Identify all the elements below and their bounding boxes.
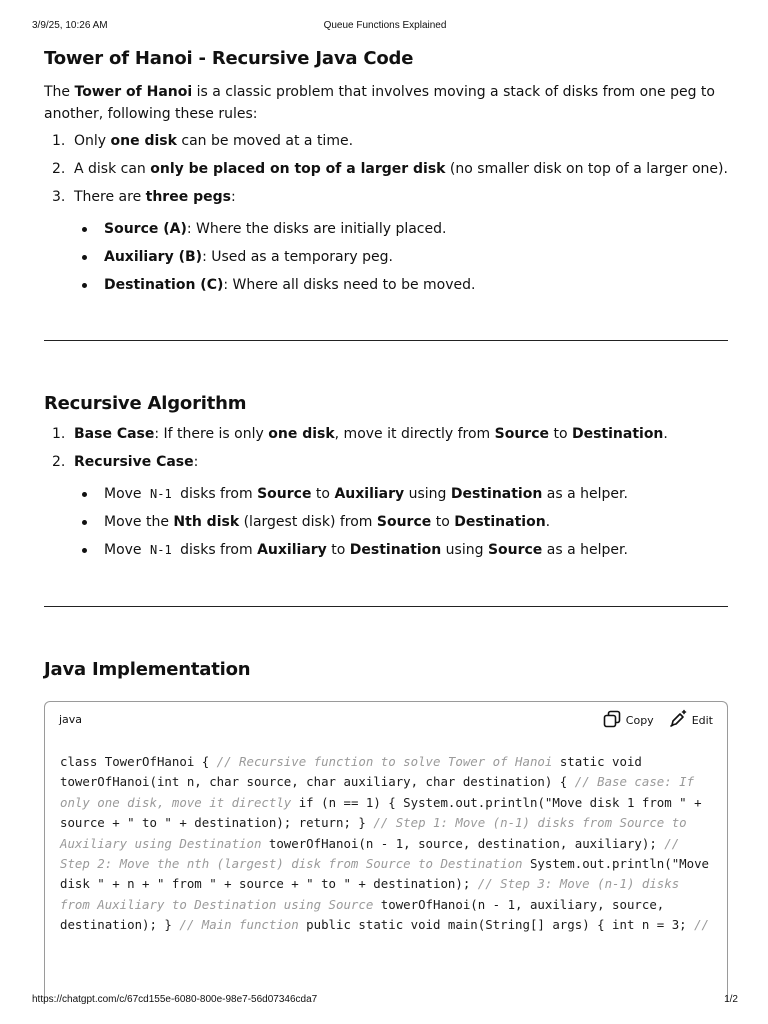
rule-text: :: [230, 189, 236, 205]
code-comment: // Step 2: Move the nth (largest) disk from Source to Destination: [60, 835, 680, 872]
text: Move the: [104, 514, 174, 530]
base-case-item: [44, 424, 728, 444]
text: using: [404, 486, 451, 502]
peg-item: [44, 275, 728, 295]
peg-item: [44, 247, 728, 267]
bold-text: Source: [487, 542, 543, 558]
print-page-number: 1/2: [724, 994, 738, 1005]
bold-text: Destination: [571, 426, 664, 442]
peg-name: Source (A): [104, 221, 187, 237]
bold-text: Destination: [450, 486, 543, 502]
text: Move: [104, 486, 146, 502]
copy-button[interactable]: [602, 709, 654, 732]
code-comment: // Main function: [179, 917, 299, 933]
step-number: 1.: [52, 426, 66, 442]
heading-recursive-algorithm: Recursive Algorithm: [44, 393, 247, 414]
print-header: [32, 20, 738, 34]
intro-text: The: [44, 84, 75, 100]
rule-bold: three pegs: [145, 189, 231, 205]
text: : If there is only: [154, 426, 269, 442]
code-comment: // Recursive function to solve Tower of Hanoi: [216, 754, 553, 769]
rule-item: [44, 187, 728, 207]
print-url: https://chatgpt.com/c/67cd155e-6080-800e-98e7-56d07346cda7: [32, 994, 318, 1005]
bold-text: one disk: [268, 426, 335, 442]
recursive-case-label: Recursive Case: [74, 454, 194, 470]
recursive-steps-list: [44, 484, 728, 560]
rule-bold: only be placed on top of a larger disk: [150, 161, 446, 177]
code-language-label: java: [59, 713, 83, 726]
peg-desc: : Where the disks are initially placed.: [186, 221, 447, 237]
bullet-dot: [82, 283, 87, 288]
code-comment: //: [694, 917, 710, 933]
bold-text: Source: [257, 486, 312, 502]
heading-tower-of-hanoi: Tower of Hanoi - Recursive Java Code: [44, 48, 414, 69]
inline-code: N-1: [150, 543, 172, 557]
article: [44, 48, 728, 680]
algorithm-list: [44, 424, 728, 472]
edit-icon: [668, 709, 688, 732]
copy-icon: [602, 709, 622, 732]
step-number: 2.: [52, 454, 66, 470]
base-case-label: Base Case: [74, 426, 155, 442]
text: disks from: [175, 542, 258, 558]
print-title: Queue Functions Explained: [323, 20, 447, 31]
code-token: class TowerOfHanoi {: [60, 754, 217, 769]
bold-text: Nth disk: [173, 514, 240, 530]
text: .: [545, 514, 551, 530]
text: Move: [104, 542, 146, 558]
intro-paragraph: [44, 81, 728, 125]
code-token: static void towerOfHanoi(int n, char source, char auxiliary, char destination) {: [60, 754, 642, 790]
copy-label: Copy: [625, 714, 654, 727]
text: to: [311, 486, 335, 502]
recursive-step: [44, 512, 728, 532]
rule-text: can be moved at a time.: [176, 133, 354, 149]
divider: [44, 606, 728, 607]
peg-item: [44, 219, 728, 239]
code-comment: // Step 3: Move (n-1) disks from Auxiliary to Destination using Source: [60, 876, 680, 912]
bold-text: Auxiliary: [334, 486, 405, 502]
text: using: [441, 542, 488, 558]
pegs-list: [44, 219, 728, 295]
code-token: System.out.println("Move disk " + n + " from " + source + " to " + destination);: [60, 856, 710, 892]
bold-text: Source: [376, 514, 432, 530]
rule-number: 2.: [52, 161, 66, 177]
peg-desc: : Where all disks need to be moved.: [223, 277, 476, 293]
code-actions: [602, 709, 713, 732]
text: :: [193, 454, 199, 470]
bullet-dot: [82, 492, 87, 497]
text: as a helper.: [542, 486, 628, 502]
rule-item: [44, 131, 728, 151]
print-footer: [32, 994, 738, 1008]
rules-list: [44, 131, 728, 207]
bold-text: Destination: [349, 542, 442, 558]
bullet-dot: [82, 520, 87, 525]
edit-label: Edit: [691, 714, 713, 727]
text: disks from: [175, 486, 258, 502]
peg-name: Destination (C): [104, 277, 224, 293]
rule-text: There are: [74, 189, 146, 205]
heading-java-implementation: Java Implementation: [44, 659, 251, 680]
rule-bold: one disk: [110, 133, 177, 149]
peg-desc: : Used as a temporary peg.: [202, 249, 393, 265]
rule-number: 1.: [52, 133, 66, 149]
text: as a helper.: [542, 542, 628, 558]
recursive-step: [44, 540, 728, 560]
bullet-dot: [82, 227, 87, 232]
divider: [44, 340, 728, 341]
text: to: [431, 514, 455, 530]
code-comment: // Base case: If only one disk, move it directly: [60, 774, 695, 810]
inline-code: N-1: [150, 487, 172, 501]
rule-item: [44, 159, 728, 179]
text: to: [326, 542, 350, 558]
bold-text: Destination: [454, 514, 546, 530]
code-token: towerOfHanoi(n - 1, source, destination, auxiliary);: [261, 835, 665, 851]
recursive-step: [44, 484, 728, 504]
text: , move it directly from: [334, 426, 495, 442]
bold-text: Source: [494, 426, 549, 442]
bold-text: Auxiliary: [257, 542, 327, 558]
text: (largest disk) from: [239, 514, 377, 530]
edit-button[interactable]: [668, 709, 713, 732]
rule-number: 3.: [52, 189, 66, 205]
text: .: [663, 426, 668, 442]
intro-text-rest: is a classic problem that involves moving a stack of disks from one peg to another, following these rules:: [44, 84, 715, 122]
peg-name: Auxiliary (B): [104, 249, 203, 265]
code-content: [60, 752, 712, 936]
rule-text: A disk can: [74, 161, 151, 177]
intro-bold: Tower of Hanoi: [74, 84, 193, 100]
text: to: [549, 426, 572, 442]
code-comment: // Step 1: Move (n-1) disks from Source to Auxiliary using Destination: [60, 815, 687, 851]
code-token: if (n == 1) { System.out.println("Move disk 1 from " + source + " to " + destination); return; }: [60, 794, 702, 831]
bullet-dot: [82, 255, 87, 260]
recursive-case-item: [44, 452, 728, 472]
code-token: public static void main(String[] args) { int n = 3;: [298, 917, 695, 933]
rule-text: Only: [74, 133, 111, 149]
code-block: [44, 701, 728, 1002]
print-datetime: 3/9/25, 10:26 AM: [32, 20, 108, 31]
rule-text: (no smaller disk on top of a larger one).: [445, 161, 728, 177]
bullet-dot: [82, 548, 87, 553]
code-token: towerOfHanoi(n - 1, auxiliary, source, destination); }: [60, 896, 665, 933]
